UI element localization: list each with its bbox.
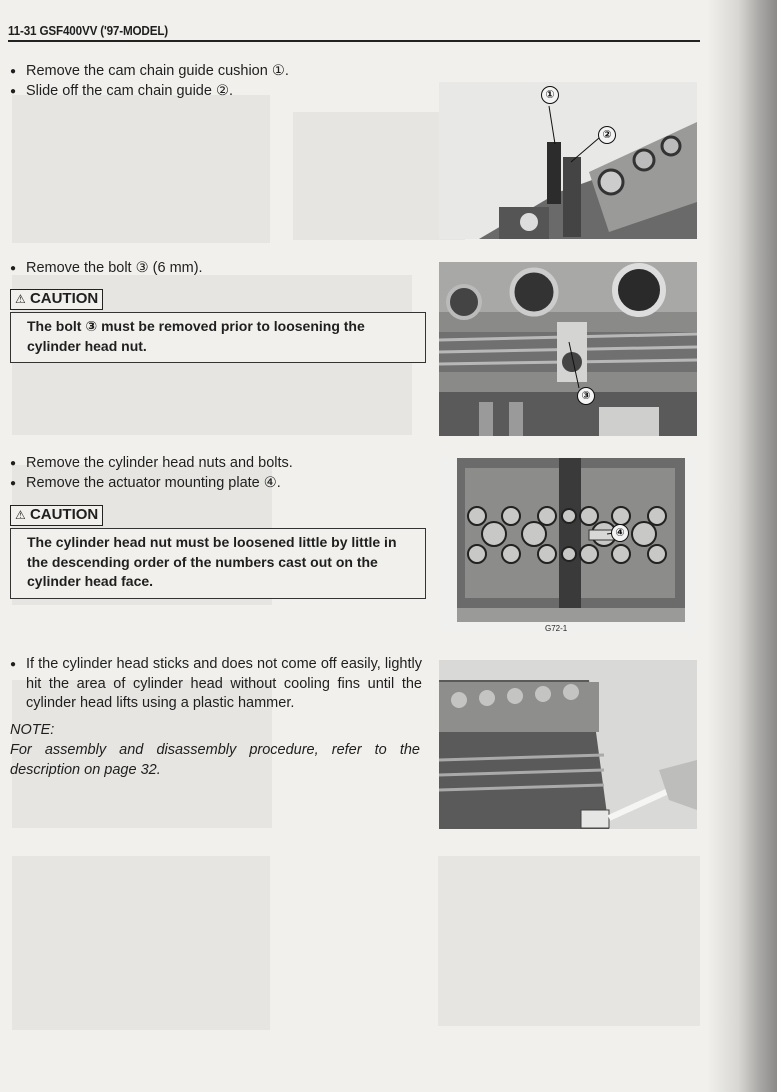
caution-box: The cylinder head nut must be loosened little by little in the descending order of the numbers cast out on the cylinder head face. bbox=[10, 528, 426, 599]
page-header bbox=[8, 22, 700, 42]
callout-1: ① bbox=[541, 86, 559, 104]
callout-4: ④ bbox=[611, 524, 629, 542]
warning-triangle-icon: ⚠ bbox=[15, 508, 26, 522]
list-item: ● Slide off the cam chain guide ②. bbox=[10, 82, 420, 102]
warning-triangle-icon: ⚠ bbox=[15, 292, 26, 306]
engine-photo-2 bbox=[439, 262, 697, 436]
bleed-through-block bbox=[12, 95, 270, 243]
caution-label: ⚠ CAUTION bbox=[10, 289, 103, 310]
photo-bolt bbox=[439, 262, 697, 436]
caution-label: ⚠ CAUTION bbox=[10, 505, 103, 526]
list-item: ● Remove the cylinder head nuts and bolts. bbox=[10, 454, 420, 474]
engine-photo-4 bbox=[439, 660, 697, 829]
bleed-through-block bbox=[12, 856, 270, 1030]
callout-2: ② bbox=[598, 126, 616, 144]
bleed-through-block bbox=[438, 856, 700, 1026]
photo-cylinder-head-hammer bbox=[439, 660, 697, 829]
list-item: ● Remove the cam chain guide cushion ①. bbox=[10, 62, 420, 82]
engine-photo-1 bbox=[439, 82, 697, 239]
list-item: ● Remove the bolt ③ (6 mm). bbox=[10, 259, 420, 279]
photo-cylinder-head-top bbox=[439, 458, 697, 634]
list-item: ● Remove the actuator mounting plate ④. bbox=[10, 474, 420, 494]
photo-stamp: G72-1 bbox=[545, 624, 568, 633]
note-heading: NOTE: bbox=[10, 722, 55, 738]
caution-box: The bolt ③ must be removed prior to loosening the cylinder head nut. bbox=[10, 312, 426, 363]
list-item: ● If the cylinder head sticks and does not come off easily, lightly hit the area of cylinder head without cooling fins until the cylinder head lifts using a plastic hammer. bbox=[10, 655, 422, 714]
callout-3: ③ bbox=[577, 387, 595, 405]
engine-photo-3 bbox=[439, 458, 697, 634]
page-title: 11-31 GSF400VV ('97-MODEL) bbox=[8, 23, 169, 38]
page-edge-shadow bbox=[707, 0, 777, 1092]
note-text: For assembly and disassembly procedure, refer to the description on page 32. bbox=[10, 742, 420, 778]
photo-cam-chain-guide bbox=[439, 82, 697, 239]
